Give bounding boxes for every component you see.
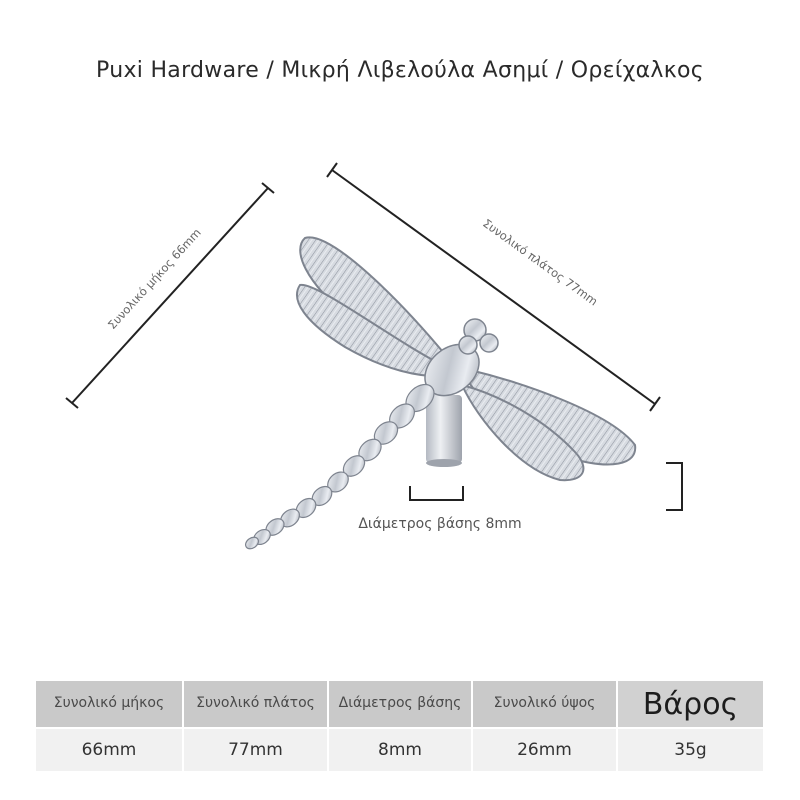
specs-header-row bbox=[36, 681, 763, 727]
value-total-width: 77mm bbox=[184, 729, 327, 771]
width-dimension-label: Συνολικό πλάτος 77mm bbox=[480, 216, 601, 309]
header-total-length: Συνολικό μήκος bbox=[36, 681, 182, 727]
base-diameter-bracket bbox=[410, 486, 463, 500]
value-total-height: 26mm bbox=[473, 729, 616, 771]
length-dimension-line bbox=[66, 183, 274, 408]
value-base-diameter: 8mm bbox=[329, 729, 471, 771]
value-weight: 35g bbox=[618, 729, 763, 771]
knob-post bbox=[426, 395, 462, 467]
height-bracket bbox=[666, 463, 682, 510]
header-total-height: Συνολικό ύψος bbox=[473, 681, 616, 727]
length-dimension-label: Συνολικό μήκος 66mm bbox=[104, 225, 204, 333]
header-base-diameter: Διάμετρος βάσης bbox=[329, 681, 471, 727]
value-total-length: 66mm bbox=[36, 729, 182, 771]
header-weight: Βάρος bbox=[618, 681, 763, 727]
specs-value-row bbox=[36, 729, 763, 771]
page-title: Puxi Hardware / Μικρή Λιβελούλα Ασημί / Ορείχαλκος bbox=[96, 58, 704, 83]
base-diameter-label: Διάμετρος βάσης 8mm bbox=[358, 516, 522, 532]
header-total-width: Συνολικό πλάτος bbox=[184, 681, 327, 727]
specs-table bbox=[34, 679, 765, 773]
